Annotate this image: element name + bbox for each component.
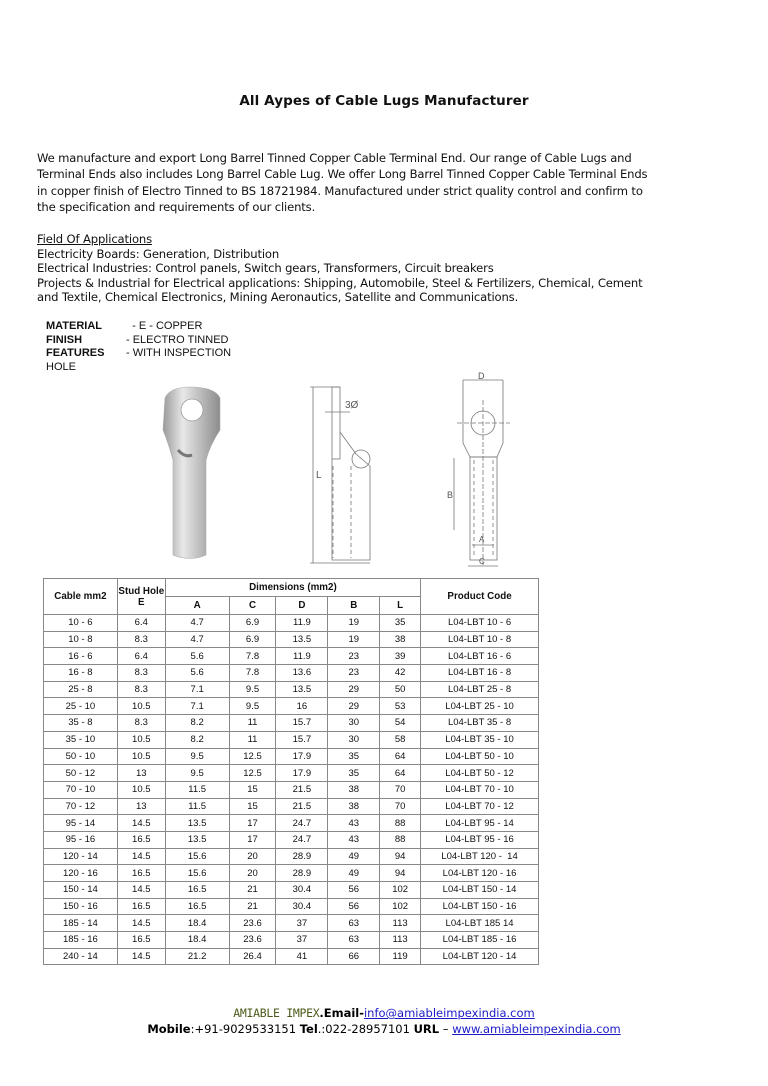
cell-product-code: L04-LBT 70 - 10 xyxy=(421,781,539,798)
cell-cable: 240 - 14 xyxy=(44,948,118,965)
cell-b: 38 xyxy=(328,781,380,798)
cell-d: 11.9 xyxy=(276,615,328,632)
header-l: L xyxy=(380,597,421,615)
spec-label: HOLE xyxy=(46,360,76,373)
cell-a: 13.5 xyxy=(165,815,229,832)
applications-heading: Field Of Applications xyxy=(37,232,153,246)
cell-stud: 14.5 xyxy=(117,815,165,832)
cell-c: 15 xyxy=(229,781,276,798)
cell-d: 28.9 xyxy=(276,865,328,882)
cell-c: 17 xyxy=(229,831,276,848)
cell-product-code: L04-LBT 120 - 16 xyxy=(421,865,539,882)
cell-c: 7.8 xyxy=(229,665,276,682)
cell-c: 6.9 xyxy=(229,631,276,648)
spec-list xyxy=(46,320,231,374)
cell-l: 70 xyxy=(380,781,421,798)
cell-c: 9.5 xyxy=(229,698,276,715)
cell-a: 8.2 xyxy=(165,715,229,732)
table-row xyxy=(44,698,539,715)
cell-a: 5.6 xyxy=(165,665,229,682)
intro-line: Terminal Ends also includes Long Barrel Cable Lug. We offer Long Barrel Tinned Copper Cable Terminal Ends xyxy=(37,167,648,182)
cell-cable: 120 - 16 xyxy=(44,865,118,882)
cell-l: 88 xyxy=(380,831,421,848)
spec-label: FINISH xyxy=(46,333,83,346)
spec-label: FEATURES xyxy=(46,347,105,359)
spec-value: - WITH INSPECTION xyxy=(126,347,232,359)
header-cable: Cable mm2 xyxy=(44,579,118,615)
cell-stud: 10.5 xyxy=(117,731,165,748)
table-row xyxy=(44,665,539,682)
cell-stud: 6.4 xyxy=(117,648,165,665)
application-line: Electricity Boards: Generation, Distribution xyxy=(37,246,280,261)
cell-d: 21.5 xyxy=(276,798,328,815)
cell-d: 17.9 xyxy=(276,765,328,782)
spec-features xyxy=(46,347,231,361)
cell-cable: 25 - 8 xyxy=(44,681,118,698)
website-link[interactable]: www.amiableimpexindia.com xyxy=(452,1022,621,1036)
cell-c: 6.9 xyxy=(229,615,276,632)
cell-product-code: L04-LBT 10 - 6 xyxy=(421,615,539,632)
cell-cable: 50 - 10 xyxy=(44,748,118,765)
table-row xyxy=(44,915,539,932)
table-row xyxy=(44,631,539,648)
cell-l: 58 xyxy=(380,731,421,748)
cell-b: 56 xyxy=(328,898,380,915)
cell-b: 49 xyxy=(328,865,380,882)
cell-cable: 50 - 12 xyxy=(44,765,118,782)
table-row xyxy=(44,615,539,632)
cell-d: 30.4 xyxy=(276,882,328,899)
spec-value: - E - COPPER xyxy=(126,320,203,332)
table-body xyxy=(44,615,539,965)
cell-c: 20 xyxy=(229,848,276,865)
footer-line-2 xyxy=(0,1021,768,1037)
table-row xyxy=(44,882,539,899)
cell-b: 43 xyxy=(328,831,380,848)
cell-product-code: L04-LBT 35 - 10 xyxy=(421,731,539,748)
cell-d: 37 xyxy=(276,932,328,949)
cell-b: 30 xyxy=(328,731,380,748)
cell-cable: 16 - 8 xyxy=(44,665,118,682)
spec-label: MATERIAL xyxy=(46,320,103,332)
cell-a: 18.4 xyxy=(165,915,229,932)
header-a: A xyxy=(165,597,229,615)
cell-stud: 8.3 xyxy=(117,631,165,648)
cell-stud: 10.5 xyxy=(117,748,165,765)
cell-c: 15 xyxy=(229,798,276,815)
cell-a: 4.7 xyxy=(165,615,229,632)
cell-a: 15.6 xyxy=(165,865,229,882)
cell-cable: 150 - 14 xyxy=(44,882,118,899)
table-row xyxy=(44,748,539,765)
d-label: D xyxy=(478,371,485,381)
cell-a: 9.5 xyxy=(165,765,229,782)
application-line: Electrical Industries: Control panels, Switch gears, Transformers, Circuit breakers xyxy=(37,261,494,276)
footer-line-1 xyxy=(0,1005,768,1021)
cell-cable: 185 - 16 xyxy=(44,932,118,949)
cell-stud: 8.3 xyxy=(117,681,165,698)
cable-lug-table xyxy=(43,578,539,965)
table-row xyxy=(44,831,539,848)
cell-b: 35 xyxy=(328,748,380,765)
applications-section xyxy=(37,232,697,305)
cell-product-code: L04-LBT 16 - 8 xyxy=(421,665,539,682)
header-b: B xyxy=(328,597,380,615)
mobile-number: :+91-9029533151 xyxy=(190,1022,300,1036)
cell-b: 35 xyxy=(328,765,380,782)
lug-figures xyxy=(130,370,530,570)
cell-d: 13.5 xyxy=(276,681,328,698)
cell-d: 24.7 xyxy=(276,831,328,848)
cell-d: 21.5 xyxy=(276,781,328,798)
table-row xyxy=(44,798,539,815)
cell-a: 16.5 xyxy=(165,882,229,899)
table-row xyxy=(44,848,539,865)
cell-product-code: L04-LBT 150 - 14 xyxy=(421,882,539,899)
cell-stud: 8.3 xyxy=(117,715,165,732)
length-label: L xyxy=(316,470,322,481)
cell-c: 23.6 xyxy=(229,915,276,932)
cell-stud: 13 xyxy=(117,765,165,782)
cell-l: 94 xyxy=(380,865,421,882)
cell-c: 20 xyxy=(229,865,276,882)
cell-stud: 16.5 xyxy=(117,831,165,848)
cell-stud: 16.5 xyxy=(117,865,165,882)
cell-b: 66 xyxy=(328,948,380,965)
cell-c: 21 xyxy=(229,882,276,899)
cell-c: 12.5 xyxy=(229,765,276,782)
cell-l: 102 xyxy=(380,898,421,915)
cell-product-code: L04-LBT 25 - 8 xyxy=(421,681,539,698)
cell-b: 29 xyxy=(328,698,380,715)
header-product-code: Product Code xyxy=(421,579,539,615)
cell-c: 9.5 xyxy=(229,681,276,698)
cell-a: 13.5 xyxy=(165,831,229,848)
cell-stud: 6.4 xyxy=(117,615,165,632)
cell-d: 41 xyxy=(276,948,328,965)
cell-l: 113 xyxy=(380,915,421,932)
cell-product-code: L04-LBT 120 - 14 xyxy=(421,848,539,865)
cell-d: 37 xyxy=(276,915,328,932)
cell-product-code: L04-LBT 50 - 10 xyxy=(421,748,539,765)
cell-b: 23 xyxy=(328,648,380,665)
cell-cable: 10 - 6 xyxy=(44,615,118,632)
tel-label: Tel xyxy=(299,1022,318,1036)
cell-l: 39 xyxy=(380,648,421,665)
table-row xyxy=(44,898,539,915)
email-link[interactable]: info@amiableimpexindia.com xyxy=(363,1006,535,1020)
cell-c: 17 xyxy=(229,815,276,832)
cell-a: 8.2 xyxy=(165,731,229,748)
a-label: A xyxy=(479,535,485,544)
cell-b: 30 xyxy=(328,715,380,732)
cell-c: 23.6 xyxy=(229,932,276,949)
page-title: All Aypes of Cable Lugs Manufacturer xyxy=(239,93,529,109)
intro-paragraph xyxy=(37,150,677,215)
cell-stud: 14.5 xyxy=(117,915,165,932)
cell-product-code: L04-LBT 120 - 14 xyxy=(421,948,539,965)
table-row xyxy=(44,815,539,832)
cell-a: 18.4 xyxy=(165,932,229,949)
url-separator: – xyxy=(439,1022,453,1036)
cell-l: 54 xyxy=(380,715,421,732)
cell-product-code: L04-LBT 16 - 6 xyxy=(421,648,539,665)
cell-c: 12.5 xyxy=(229,748,276,765)
spec-value: - ELECTRO TINNED xyxy=(126,333,229,346)
cell-l: 94 xyxy=(380,848,421,865)
cell-b: 19 xyxy=(328,615,380,632)
cell-a: 4.7 xyxy=(165,631,229,648)
footer xyxy=(0,1005,768,1037)
cell-d: 16 xyxy=(276,698,328,715)
spec-finish xyxy=(46,334,231,348)
cell-l: 64 xyxy=(380,748,421,765)
header-d: D xyxy=(276,597,328,615)
cell-c: 11 xyxy=(229,731,276,748)
cell-stud: 13 xyxy=(117,798,165,815)
table-row xyxy=(44,715,539,732)
cell-l: 70 xyxy=(380,798,421,815)
cell-c: 26.4 xyxy=(229,948,276,965)
cell-cable: 95 - 16 xyxy=(44,831,118,848)
cell-b: 29 xyxy=(328,681,380,698)
cell-l: 42 xyxy=(380,665,421,682)
cell-d: 24.7 xyxy=(276,815,328,832)
cell-c: 21 xyxy=(229,898,276,915)
cell-l: 35 xyxy=(380,615,421,632)
cell-stud: 8.3 xyxy=(117,665,165,682)
cell-cable: 120 - 14 xyxy=(44,848,118,865)
cell-a: 11.5 xyxy=(165,798,229,815)
table-row xyxy=(44,948,539,965)
table-row xyxy=(44,648,539,665)
table-row xyxy=(44,781,539,798)
spec-material xyxy=(46,320,231,334)
application-line: Projects & Industrial for Electrical applications: Shipping, Automobile, Steel & Fertilizers, Chemical, Cement xyxy=(37,275,643,290)
cell-b: 63 xyxy=(328,932,380,949)
header-stud: Stud Hole E xyxy=(117,579,165,615)
cell-d: 17.9 xyxy=(276,748,328,765)
cell-d: 13.5 xyxy=(276,631,328,648)
cell-d: 11.9 xyxy=(276,648,328,665)
table-row xyxy=(44,932,539,949)
cell-product-code: L04-LBT 25 - 10 xyxy=(421,698,539,715)
cell-cable: 16 - 6 xyxy=(44,648,118,665)
cell-a: 5.6 xyxy=(165,648,229,665)
table-row xyxy=(44,681,539,698)
cell-cable: 10 - 8 xyxy=(44,631,118,648)
table-row xyxy=(44,865,539,882)
cell-b: 56 xyxy=(328,882,380,899)
table-row xyxy=(44,765,539,782)
cell-l: 50 xyxy=(380,681,421,698)
header-dimensions: Dimensions (mm2) xyxy=(165,579,420,597)
cell-stud: 10.5 xyxy=(117,698,165,715)
cell-b: 63 xyxy=(328,915,380,932)
cell-stud: 16.5 xyxy=(117,932,165,949)
cell-d: 13.6 xyxy=(276,665,328,682)
cell-b: 38 xyxy=(328,798,380,815)
cell-l: 64 xyxy=(380,765,421,782)
cell-l: 38 xyxy=(380,631,421,648)
cell-cable: 70 - 12 xyxy=(44,798,118,815)
cell-product-code: L04-LBT 95 - 14 xyxy=(421,815,539,832)
cell-a: 9.5 xyxy=(165,748,229,765)
cell-d: 28.9 xyxy=(276,848,328,865)
application-line: and Textile, Chemical Electronics, Mining Aeronautics, Satellite and Communications. xyxy=(37,290,519,305)
mobile-label: Mobile xyxy=(147,1022,191,1036)
cell-product-code: L04-LBT 185 14 xyxy=(421,915,539,932)
lug-drawings xyxy=(130,370,530,570)
cell-cable: 25 - 10 xyxy=(44,698,118,715)
cell-l: 119 xyxy=(380,948,421,965)
front-view-drawing xyxy=(447,371,510,566)
cell-c: 11 xyxy=(229,715,276,732)
cell-d: 30.4 xyxy=(276,898,328,915)
cell-b: 49 xyxy=(328,848,380,865)
cell-l: 53 xyxy=(380,698,421,715)
url-label: URL xyxy=(413,1022,440,1036)
cell-b: 19 xyxy=(328,631,380,648)
cell-a: 11.5 xyxy=(165,781,229,798)
email-label: .Email- xyxy=(319,1006,364,1020)
cell-product-code: L04-LBT 70 - 12 xyxy=(421,798,539,815)
cell-cable: 70 - 10 xyxy=(44,781,118,798)
cell-a: 7.1 xyxy=(165,698,229,715)
angle-label: 3Ø xyxy=(345,400,359,411)
table-row xyxy=(44,731,539,748)
cell-a: 15.6 xyxy=(165,848,229,865)
intro-line: We manufacture and export Long Barrel Tinned Copper Cable Terminal End. Our range of Cable Lugs and xyxy=(37,151,632,165)
cell-product-code: L04-LBT 10 - 8 xyxy=(421,631,539,648)
cell-l: 88 xyxy=(380,815,421,832)
c-label: C xyxy=(479,557,485,566)
cell-l: 102 xyxy=(380,882,421,899)
cell-product-code: L04-LBT 95 - 16 xyxy=(421,831,539,848)
cell-cable: 95 - 14 xyxy=(44,815,118,832)
cell-stud: 10.5 xyxy=(117,781,165,798)
cell-stud: 14.5 xyxy=(117,948,165,965)
cell-cable: 150 - 16 xyxy=(44,898,118,915)
cell-product-code: L04-LBT 185 - 16 xyxy=(421,932,539,949)
cell-stud: 14.5 xyxy=(117,882,165,899)
cell-product-code: L04-LBT 150 - 16 xyxy=(421,898,539,915)
cell-b: 43 xyxy=(328,815,380,832)
intro-line: in copper finish of Electro Tinned to BS 18721984. Manufactured under strict quality control and confirm to xyxy=(37,183,643,198)
cell-a: 16.5 xyxy=(165,898,229,915)
lug-photo xyxy=(163,387,220,559)
cell-product-code: L04-LBT 35 - 8 xyxy=(421,715,539,732)
cell-cable: 35 - 10 xyxy=(44,731,118,748)
b-label: B xyxy=(447,490,454,500)
cell-cable: 185 - 14 xyxy=(44,915,118,932)
cell-c: 7.8 xyxy=(229,648,276,665)
cell-d: 15.7 xyxy=(276,731,328,748)
cell-a: 21.2 xyxy=(165,948,229,965)
cell-b: 23 xyxy=(328,665,380,682)
company-name: AMIABLE IMPEX xyxy=(233,1006,320,1020)
cell-product-code: L04-LBT 50 - 12 xyxy=(421,765,539,782)
intro-line: the specification and requirements of our clients. xyxy=(37,199,316,214)
tel-number: .:022-28957101 xyxy=(317,1022,414,1036)
cell-d: 15.7 xyxy=(276,715,328,732)
cell-stud: 16.5 xyxy=(117,898,165,915)
header-c: C xyxy=(229,597,276,615)
cell-l: 113 xyxy=(380,932,421,949)
cell-cable: 35 - 8 xyxy=(44,715,118,732)
cell-stud: 14.5 xyxy=(117,848,165,865)
cell-a: 7.1 xyxy=(165,681,229,698)
